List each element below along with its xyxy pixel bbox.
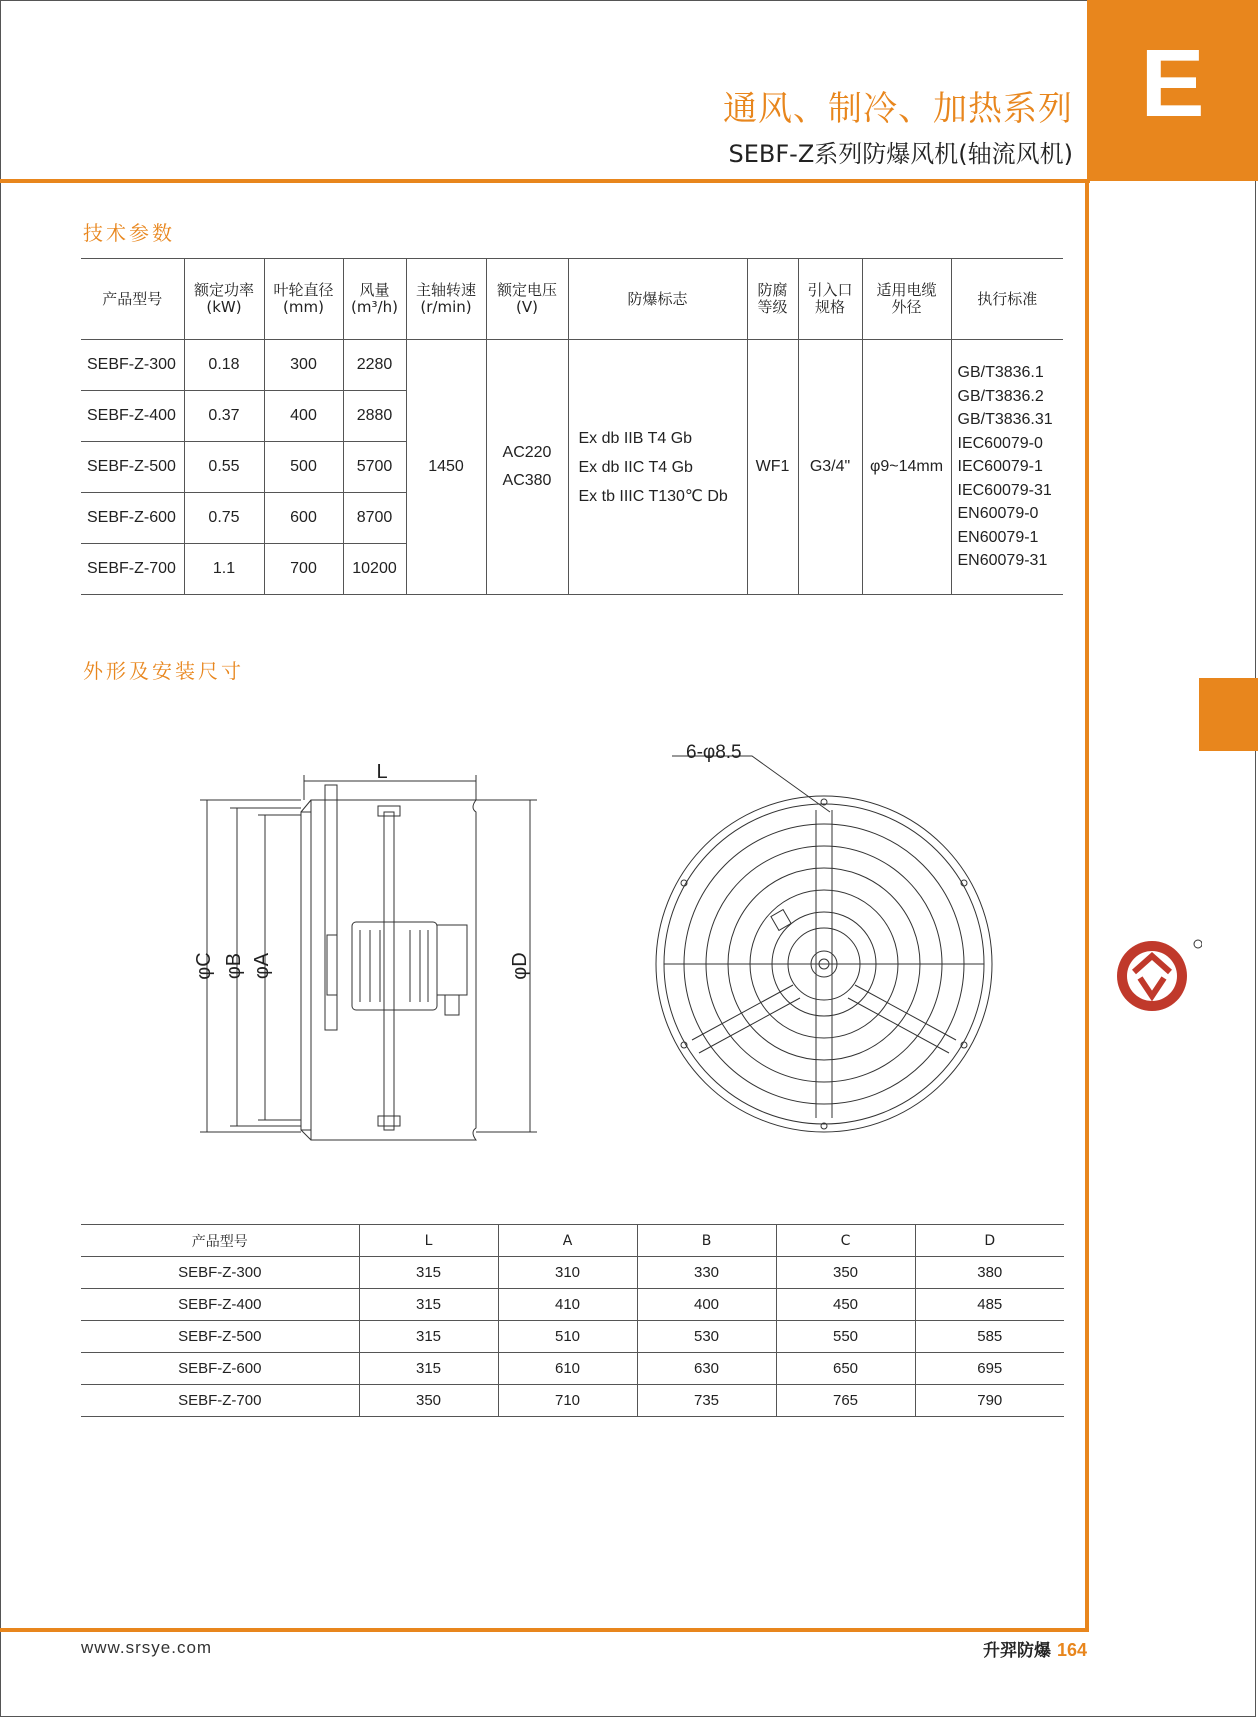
section-letter: E: [1140, 30, 1205, 137]
label-phi-a: φA: [251, 952, 273, 980]
table-row: [81, 1257, 1064, 1289]
cell-ex-marks: Ex db IIB T4 Gb Ex db IIC T4 Gb Ex tb IIIC T130℃ Db: [568, 340, 747, 595]
cell-airflow: 2280: [343, 340, 406, 391]
cell-impeller: 300: [264, 340, 343, 391]
header-speed: 主轴转速 (r/min): [406, 259, 486, 340]
label-phi-b: φB: [223, 952, 245, 980]
dims-cell: 350: [776, 1257, 915, 1289]
dims-cell: 315: [359, 1321, 498, 1353]
dims-cell: SEBF-Z-700: [81, 1385, 359, 1417]
registered-mark: [1194, 940, 1202, 948]
cell-impeller: 700: [264, 544, 343, 595]
label-phi-d: φD: [509, 952, 531, 980]
dims-cell: 400: [637, 1289, 776, 1321]
dims-header: L: [359, 1225, 498, 1257]
dims-cell: 735: [637, 1385, 776, 1417]
table-row: [81, 1289, 1064, 1321]
cable-gland: [445, 995, 459, 1015]
table-row: [81, 1353, 1064, 1385]
dims-cell: 695: [915, 1353, 1064, 1385]
cell-power: 1.1: [184, 544, 264, 595]
cell-impeller: 500: [264, 442, 343, 493]
cell-model: SEBF-Z-600: [81, 493, 184, 544]
dims-header: B: [637, 1225, 776, 1257]
cell-impeller: 600: [264, 493, 343, 544]
dims-cell: 310: [498, 1257, 637, 1289]
dims-cell: 510: [498, 1321, 637, 1353]
cell-model: SEBF-Z-700: [81, 544, 184, 595]
cell-standards: GB/T3836.1 GB/T3836.2 GB/T3836.31 IEC60079-0 IEC60079-1 IEC60079-31 EN60079-0 EN60079-1 EN60079-31: [951, 340, 1063, 595]
dims-cell: 790: [915, 1385, 1064, 1417]
header-impeller: 叶轮直径 (mm): [264, 259, 343, 340]
dims-header: A: [498, 1225, 637, 1257]
cell-voltage: AC220 AC380: [486, 340, 568, 595]
label-l: L: [376, 761, 388, 783]
dims-cell: 610: [498, 1353, 637, 1385]
cell-power: 0.18: [184, 340, 264, 391]
dims-cell: 765: [776, 1385, 915, 1417]
spec-section-title: 技术参数: [83, 221, 175, 245]
strut-front: [855, 985, 956, 1040]
leader-line: [672, 756, 830, 812]
dims-cell: SEBF-Z-300: [81, 1257, 359, 1289]
header-inlet: 引入口 规格: [798, 259, 862, 340]
impeller-hub: [327, 935, 337, 995]
dims-cell: 585: [915, 1321, 1064, 1353]
dims-cell: 550: [776, 1321, 915, 1353]
header-voltage: 额定电压 (V): [486, 259, 568, 340]
dims-cell: 710: [498, 1385, 637, 1417]
dimensions-table: [81, 1224, 1064, 1417]
dims-cell: 330: [637, 1257, 776, 1289]
cell-airflow: 2880: [343, 391, 406, 442]
brand-logo: [1112, 934, 1202, 1014]
side-view: [193, 761, 537, 1140]
footer-brand-text: 升羿防爆: [982, 1641, 1051, 1661]
cell-anticorrosion: WF1: [747, 340, 798, 595]
cell-inlet: G3/4": [798, 340, 862, 595]
product-title: SEBF-Z系列防爆风机(轴流风机): [728, 140, 1073, 168]
inlet-flange: [301, 812, 311, 1130]
dims-cell: 315: [359, 1289, 498, 1321]
footer-brand: [983, 1636, 1087, 1661]
page-number: 164: [1056, 1640, 1087, 1660]
dims-cell: 410: [498, 1289, 637, 1321]
cell-cable: φ9~14mm: [862, 340, 951, 595]
drawing-section-title: 外形及安装尺寸: [83, 659, 244, 683]
dims-header: 产品型号: [81, 1225, 359, 1257]
header-cable: 适用电缆 外径: [862, 259, 951, 340]
terminal-box-front: [771, 910, 791, 931]
cell-model: SEBF-Z-500: [81, 442, 184, 493]
label-holes: 6-φ8.5: [686, 742, 742, 763]
dims-cell: 630: [637, 1353, 776, 1385]
dims-cell: SEBF-Z-400: [81, 1289, 359, 1321]
dims-cell: SEBF-Z-500: [81, 1321, 359, 1353]
cell-power: 0.75: [184, 493, 264, 544]
dims-cell: 450: [776, 1289, 915, 1321]
header-anticorrosion: 防腐 等级: [747, 259, 798, 340]
cell-airflow: 8700: [343, 493, 406, 544]
cell-impeller: 400: [264, 391, 343, 442]
dims-cell: 350: [359, 1385, 498, 1417]
dims-cell: 485: [915, 1289, 1064, 1321]
cell-model: SEBF-Z-400: [81, 391, 184, 442]
table-row: [81, 1321, 1064, 1353]
dims-cell: SEBF-Z-600: [81, 1353, 359, 1385]
dims-cell: 380: [915, 1257, 1064, 1289]
casing-edge: [301, 800, 311, 812]
dims-cell: 315: [359, 1353, 498, 1385]
strut-bracket-top: [378, 806, 400, 816]
cell-power: 0.55: [184, 442, 264, 493]
category-title: 通风、制冷、加热系列: [723, 89, 1073, 129]
footer-url: www.srsye.com: [81, 1638, 213, 1657]
dims-header: C: [776, 1225, 915, 1257]
header-ex-mark: 防爆标志: [568, 259, 747, 340]
header-power: 额定功率 (kW): [184, 259, 264, 340]
cell-airflow: 10200: [343, 544, 406, 595]
casing-edge: [301, 1130, 311, 1140]
strut-bracket-bottom: [378, 1116, 400, 1126]
label-phi-c: φC: [193, 952, 215, 980]
header-model: 产品型号: [81, 259, 184, 340]
cell-model: SEBF-Z-300: [81, 340, 184, 391]
cell-speed: 1450: [406, 340, 486, 595]
terminal-box: [437, 925, 467, 995]
dims-cell: 530: [637, 1321, 776, 1353]
dims-cell: 315: [359, 1257, 498, 1289]
dims-header: D: [915, 1225, 1064, 1257]
dims-header-row: [81, 1225, 1064, 1257]
cell-airflow: 5700: [343, 442, 406, 493]
table-row: [81, 1385, 1064, 1417]
cell-power: 0.37: [184, 391, 264, 442]
support-strut: [384, 812, 394, 1130]
front-view: [656, 742, 992, 1132]
strut-front: [692, 985, 793, 1040]
header-standard: 执行标准: [951, 259, 1063, 340]
dims-cell: 650: [776, 1353, 915, 1385]
header-airflow: 风量 (m³/h): [343, 259, 406, 340]
